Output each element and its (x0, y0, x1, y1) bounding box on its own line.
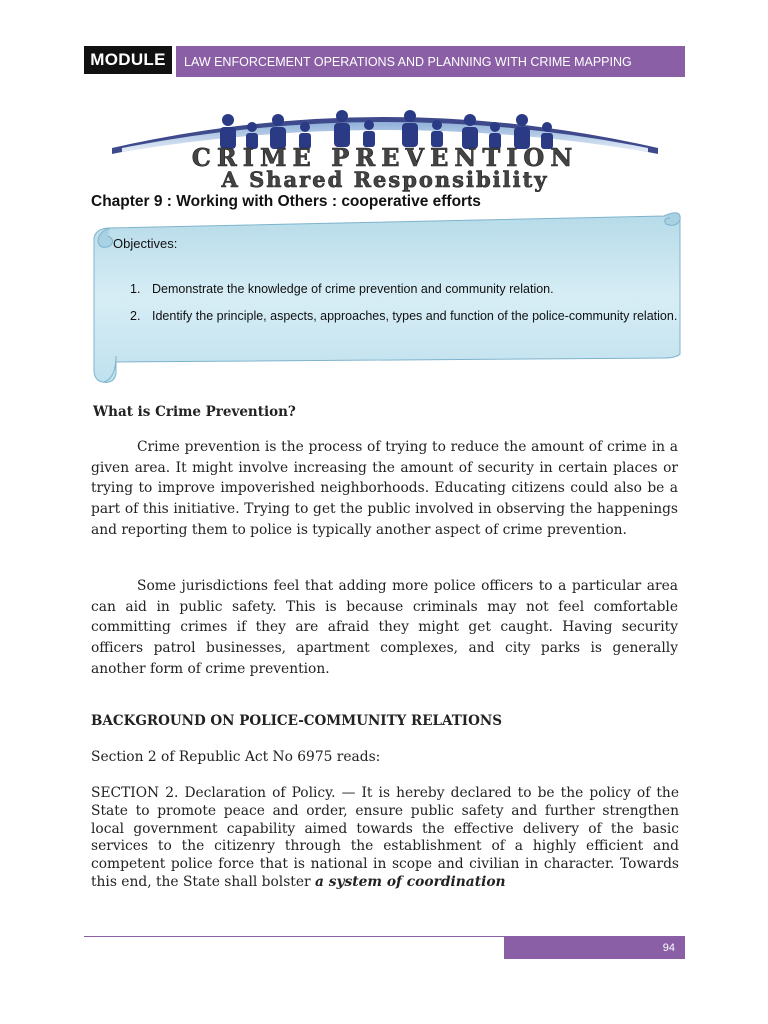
logo-line2: A Shared Responsibility (221, 167, 549, 192)
module-header (84, 46, 685, 77)
objective-text: Identify the principle, aspects, approaches, types and function of the police-community relation. (152, 309, 678, 323)
crime-prevention-logo (100, 92, 670, 192)
module-label: MODULE (84, 46, 172, 74)
paragraph-text: Some jurisdictions feel that adding more police officers to a particular area can aid in public safety. This is because criminals may not feel comfortable committing crimes if they are afraid they might get caught. Having security officers patrol businesses, apartment complexes, and city parks is generally another form of crime prevention. (91, 578, 678, 677)
objectives-title: Objectives: (113, 236, 178, 251)
list-item (130, 276, 680, 303)
section-heading-background: BACKGROUND ON POLICE-COMMUNITY RELATIONS (91, 713, 502, 729)
section-quote-text: SECTION 2. Declaration of Policy. — It is hereby declared to be the policy of the State to promote peace and order, ensure public safety and further strengthen local government capability aimed towards the effective delivery of the basic services to the citizenry through the establishment of a highly efficient and competent police force that is national in scope and civilian in character. Towards this end, the State shall bolster (91, 785, 679, 890)
body-paragraph (91, 576, 678, 680)
page-number-box (504, 937, 685, 959)
objective-number: 2. (130, 309, 141, 323)
paragraph-text: Crime prevention is the process of trying to reduce the amount of crime in a given area. It might involve increasing the amount of security in certain places or trying to improve impoverished neighborhoods. Educating citizens could also be a part of this initiative. Trying to get the public involved in observing the happenings and reporting them to police is typically another aspect of crime prevention. (91, 439, 678, 538)
objective-text: Demonstrate the knowledge of crime prevention and community relation. (152, 282, 554, 296)
section-quote-emphasis: a system of coordination (314, 873, 506, 890)
body-paragraph (91, 437, 678, 541)
module-title: LAW ENFORCEMENT OPERATIONS AND PLANNING WITH CRIME MAPPING (176, 46, 685, 77)
objectives-list (130, 276, 680, 330)
page-number: 94 (662, 942, 675, 954)
objective-number: 1. (130, 282, 141, 296)
logo-line1: CRIME PREVENTION (191, 143, 579, 172)
list-item (130, 303, 680, 330)
chapter-title: Chapter 9 : Working with Others : cooperative efforts (91, 193, 481, 210)
section-quote (91, 785, 679, 892)
section-reference: Section 2 of Republic Act No 6975 reads: (91, 749, 381, 765)
section-heading-crime-prevention: What is Crime Prevention? (93, 404, 296, 420)
